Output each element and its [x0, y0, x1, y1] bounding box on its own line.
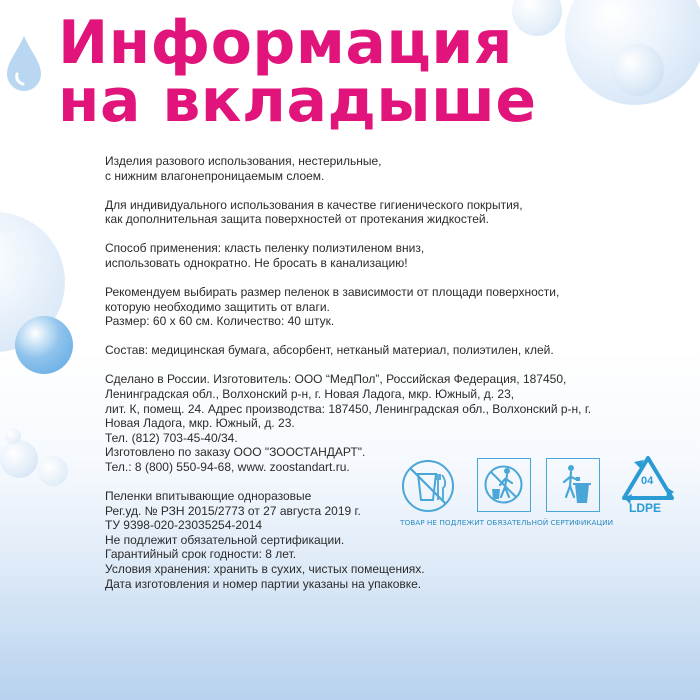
paragraph-size — [105, 285, 605, 329]
bubble-left-mid — [0, 440, 38, 478]
text-line: использовать однократно. Не бросать в канализацию! — [105, 255, 408, 270]
text-line: лит. К, помещ. 24. Адрес производства: 187450, Ленинградская обл., Волхонский р-н, г. — [105, 401, 592, 416]
text-line: Не подлежит обязательной сертификации. — [105, 532, 345, 547]
no-littering-icon — [477, 458, 531, 512]
bubble-left-blue — [15, 316, 73, 374]
bubble-top-right-medium — [612, 44, 664, 96]
bubble-left-low — [38, 456, 68, 486]
text-line: Размер: 60 х 60 см. Количество: 40 штук. — [105, 314, 335, 329]
paragraph-purpose — [105, 198, 605, 227]
paragraph-usage — [105, 241, 605, 270]
text-line: как дополнительная защита поверхностей от протекания жидкостей. — [105, 212, 489, 227]
text-line: Ленинградская обл., Волхонский р-н, г. Новая Ладога, мкр. Южный, д. 23, — [105, 387, 515, 402]
dispose-in-bin-icon — [546, 458, 600, 512]
text-line: Для индивидуального использования в качестве гигиенического покрытия, — [105, 197, 523, 212]
recycling-material: LDPE — [629, 501, 662, 515]
recycling-ldpe-icon — [618, 454, 678, 516]
paragraph-description — [105, 154, 605, 183]
text-line: Рекомендуем выбирать размер пеленок в зависимости от площади поверхности, — [105, 285, 560, 300]
text-line: которую необходимо защитить от влаги. — [105, 299, 330, 314]
text-line: Дата изготовления и номер партии указаны на упаковке. — [105, 576, 422, 591]
text-line: Тел.: 8 (800) 550-94-68, www. zoostandart.ru. — [105, 460, 350, 474]
text-line: Рег.уд. № РЗН 2015/2773 от 27 августа 2019 г. — [105, 503, 361, 518]
water-drop-icon — [5, 34, 43, 94]
title-line-1: Информация — [58, 8, 513, 78]
text-line: Условия хранения: хранить в сухих, чистых помещениях. — [105, 562, 425, 577]
certification-note: ТОВАР НЕ ПОДЛЕЖИТ ОБЯЗАТЕЛЬНОЙ СЕРТИФИКАЦИИ — [400, 518, 614, 527]
title-line-2: на вкладыше — [58, 66, 537, 136]
no-food-contact-icon — [400, 458, 456, 514]
text-line: ТУ 9398-020-23035254-2014 — [105, 518, 263, 533]
text-line: Пеленки впитывающие одноразовые — [105, 489, 312, 504]
text-line: Состав: медицинская бумага, абсорбент, нетканый материал, полиэтилен, клей. — [105, 343, 554, 358]
text-line: Гарантийный срок годности: 8 лет. — [105, 547, 297, 562]
recycling-code: 04 — [641, 475, 654, 487]
bubble-left-bottom — [5, 428, 21, 444]
text-line: с нижним влагонепроницаемым слоем. — [105, 168, 325, 183]
text-line: Изготовлено по заказу ООО "ЗООСТАНДАРТ". — [105, 445, 366, 460]
text-line: Сделано в России. Изготовитель: ООО “МедПол”, Российская Федерация, 187450, — [105, 372, 567, 387]
text-line: Новая Ладога, мкр. Южный, д. 23. — [105, 416, 295, 431]
text-line: Тел. (812) 703-45-40/34. — [105, 430, 238, 445]
page-title — [58, 8, 537, 136]
text-line: Изделия разового использования, нестерильные, — [105, 154, 382, 168]
paragraph-composition — [105, 343, 605, 358]
text-line: Способ применения: класть пеленку полиэтиленом вниз, — [105, 241, 425, 256]
